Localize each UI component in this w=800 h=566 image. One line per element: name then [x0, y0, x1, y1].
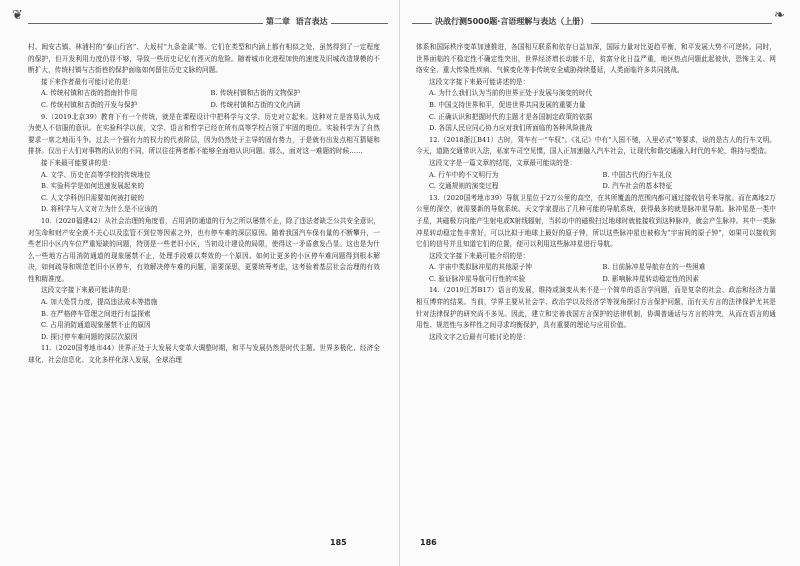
question-prompt: 这段文字之后最有可能讨论的是： [429, 332, 530, 341]
question-9: 9.（2019北京39）教育下有一个传统，就是在课程设计中把科学与文学、历史对立起来。这种对立是容易认为成为使人不信服的意识。在实验科学以前，文学、语言和哲学已经在所有高等学校占领了牢固的地位。实验科学为了自然要求一席之地而斗争。过去一个强有力的权力的代表阶层，因为仍然处于主导的固有势力，于是就有出发点相互猜疑和排挤。仅出于人们对事物的认识的不同，所以往往两者都不能够全面地认识问题。那么，面对这一难题的时候…… [28, 112, 380, 156]
option-b: B. 中国古代的行车礼仪 [602, 170, 673, 179]
right-page-body [416, 42, 776, 343]
option-a: A. 行车中的不文明行为 [429, 170, 499, 179]
question-prompt: 这段文字接下来最可能介绍的是： [429, 251, 530, 260]
header-rule [28, 23, 388, 24]
left-page-body [28, 42, 380, 367]
right-page-header [412, 14, 772, 32]
option-a: A. 传统村镇和古街的指南针作用 [41, 89, 138, 98]
option-b: B. 目前脉冲星导航存在的一些困难 [602, 263, 706, 272]
page-number: 185 [330, 538, 347, 547]
option-c: C. 占用消防通道现象屡禁不止的原因 [41, 321, 151, 330]
options-row [28, 100, 380, 112]
option-a: A. 加大处罚力度，提高违法成本等措施 [41, 298, 158, 307]
book-title: 决战行测5000题·言语理解与表达（上册） [432, 16, 591, 27]
question-12: 12.（2018浙江B41）古时，驾车有一“车驭”。《礼记》中有“入国不驰，入里必式”等要求，说的是古人的行车文明。今天，道路交通常识入法，私家车司空见惯，国人正加速融入汽车社会，让现代和谐交通融入时代的车轮，维持与塑造。 [416, 135, 776, 156]
paragraph: 村、闽安古镇、林浦村的“泰山行宫”、大坂村“九条金溪”等。它们在类型和内涵上都有相似之处，虽然得到了一定程度的保护，但开发利用力度仍显不够，导致一些历史记忆有湮灭的危险。随着城市化进程加快的速度及旧城改造规模的不断扩大，传统村镇与古街巷的保护面临如何留住历史文脉的问题。 [28, 43, 380, 75]
option-c: C. 验证脉冲星导航可行性的实验 [429, 274, 526, 283]
option-b: B. 实验科学是如何迅速发展起来的 [41, 182, 145, 191]
option-d: D. 影响脉冲星转动稳定性的因素 [602, 274, 700, 283]
question-prompt: 接下来最可能要讲的是： [41, 158, 115, 167]
right-page [400, 0, 800, 566]
flourish-ornament-icon: ❧ [774, 8, 785, 23]
option-a: A. 文学、历史在高等学校的传统地位 [41, 170, 151, 179]
option-a: A. 为什么我们认为当前的世界正处于发展与演变的时代 [429, 89, 593, 98]
option-d: D. 将科学与人文对立为什么是不应该的 [41, 205, 158, 214]
option-c: C. 人文学科仍旧需要如何被打破的 [41, 193, 145, 202]
page-number: 186 [420, 538, 437, 547]
option-c: C. 交通规则的演变过程 [429, 182, 499, 191]
options-row [416, 274, 776, 286]
flourish-ornament-icon: ❦ [12, 8, 23, 23]
question-13: 13.（2020国考地市39）导航卫星位于2万公里的高空，在其所覆盖的范围内都可通过接收信号来导航。而在离地2万公里的深空，就需要新的导航系统。天文学家提出了几种可能的导航系统，获得最多的就是脉冲星导航。脉冲星是一类中子星，其磁极方向能产生射电或X射线辐射，当转动中的磁极扫过地球时就能接收到这种脉冲，就会产生脉冲。其中一类脉冲星转动稳定性非常好，可以比拟于地球上最好的原子钟，所以这些脉冲星也被称为“宇宙间的原子钟”，如果可以接收到它们的信号并且知道它们的位置，便可以利用这些脉冲星进行导航。 [416, 193, 776, 249]
options-row [28, 88, 380, 100]
left-page-header [28, 14, 388, 32]
option-d: D. 传统村镇和古街的文化内涵 [210, 100, 301, 109]
option-c: C. 传统村镇和古街的开发与保护 [41, 100, 138, 109]
option-a: A. 宇宙中类似脉冲星的其他原子钟 [429, 263, 532, 272]
paragraph: 体系和国际秩序变革加速推进，各国相互联系和依存日益加深，国际力量对比更趋平衡，和平发展大势不可逆转。同时，世界面临的不稳定性不确定性突出，世界经济增长动能不足，贫富分化日益严重，地区热点问题此起彼伏，恐怖主义、网络安全、重大传染性疾病、气候变化等非传统安全威胁持续蔓延，人类面临许多共同挑战。 [416, 43, 776, 75]
options-row [416, 170, 776, 182]
options-row [416, 181, 776, 193]
question-prompt: 这段文字是一篇文章的结尾，文章最可能谈的是： [429, 158, 577, 167]
question-11: 11.（2020国考地市44）世界正处于大发展大变革大调整时期，和平与发展仍然是时代主题。世界多极化、经济全球化、社会信息化、文化多样化深入发展，全球治理 [28, 344, 380, 365]
option-d: D. 汽车社会的基本特征 [602, 182, 673, 191]
option-d: D. 探讨停车难问题的深层次原因 [41, 332, 138, 341]
question-10: 10.（2020福建42）从社会治理的角度看，占用消防通道的行为之所以屡禁不止，除了违法者缺乏公共安全意识，对生命和财产安全漠不关心以及监管不到位等因素之外，也有停车难的深层原因。随着我国汽车保有量的不断攀升，一些老旧小区内车位严重短缺的问题，特别是一些老旧小区，当初设计建设的局限，使得这一矛盾愈发凸显。这也是为什么一些地方占用消防通道的现象屡禁不止，处理手段难以奏效的一个原因。如何让更多的小区停车难问题得到根本解决，如何疏导和规范老旧小区停车，有效解决停车难的问题，需要深思，更要统筹考虑，这考验着基层社会治理的有效性和精准度。 [28, 216, 380, 283]
option-b: B. 传统村镇和古街的文物保护 [210, 89, 301, 98]
chapter-label: 第二章 语言表达 [263, 16, 331, 27]
question-prompt: 接下来作者最有可能讨论的是： [41, 77, 135, 86]
option-b: B. 中国支持世界和平，促进世界共同发展的重要力量 [429, 100, 586, 109]
option-c: C. 正确认识和把握时代的主题才是各国制定政策的依据 [429, 112, 593, 121]
question-prompt: 这段文字接下来最可能讲述的是： [429, 77, 530, 86]
question-14: 14.（2019江苏B17）语言的发展，维持或演变从来不是一个简单的语言学问题，而是复杂的社会、政治和经济力量相互博弈的结果。当前，学界主要从社会学、政治学以及经济学等视角探讨方言保护问题，而有关方言的法律保护尤其是针对法律保护的研究尚不多见。因此，建立和完善我国方言保护的法律机制，协调普通话与方言的冲突，从而在语言的通用性、规范性与多样性之间寻求均衡保护，具有重要的理论与应用价值。 [416, 286, 776, 330]
option-d: D. 各国人民应同心协力应对我们所面临的各种风险挑战 [429, 124, 593, 133]
question-prompt: 这段文字接下来最可能讲的是： [41, 286, 135, 295]
option-b: B. 在严格停车管理之间进行有益探索 [41, 309, 151, 318]
options-row [416, 262, 776, 274]
